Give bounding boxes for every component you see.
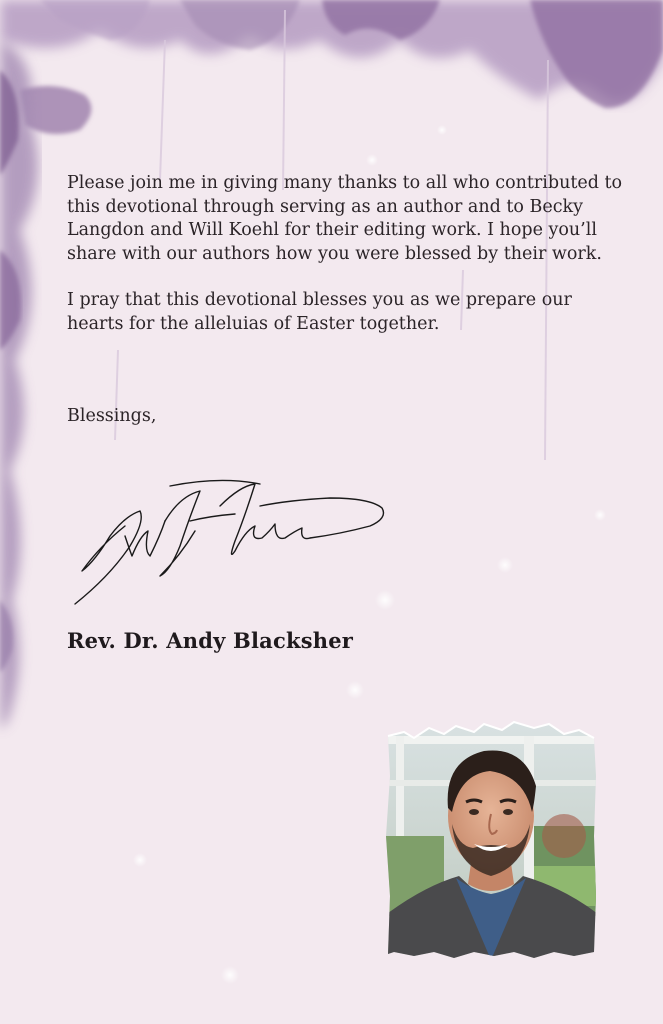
- author-photo: [384, 716, 598, 960]
- letter-closing: Blessings,: [67, 406, 157, 426]
- signer-name: Rev. Dr. Andy Blacksher: [67, 628, 354, 653]
- letter-paragraph-prayer: I pray that this devotional blesses you as we prepare our hearts for the alleluias of Easter together.: [67, 290, 572, 334]
- letter-body: [67, 172, 627, 336]
- portrait-image: [384, 716, 598, 960]
- handwritten-signature: [70, 476, 390, 611]
- letter-paragraph-thanks: Please join me in giving many thanks to all who contributed to this devotional through serving as an author and to Becky Langdon and Will Koehl for their editing work. I hope you’ll share with our authors how you were blessed by their work.: [67, 173, 623, 264]
